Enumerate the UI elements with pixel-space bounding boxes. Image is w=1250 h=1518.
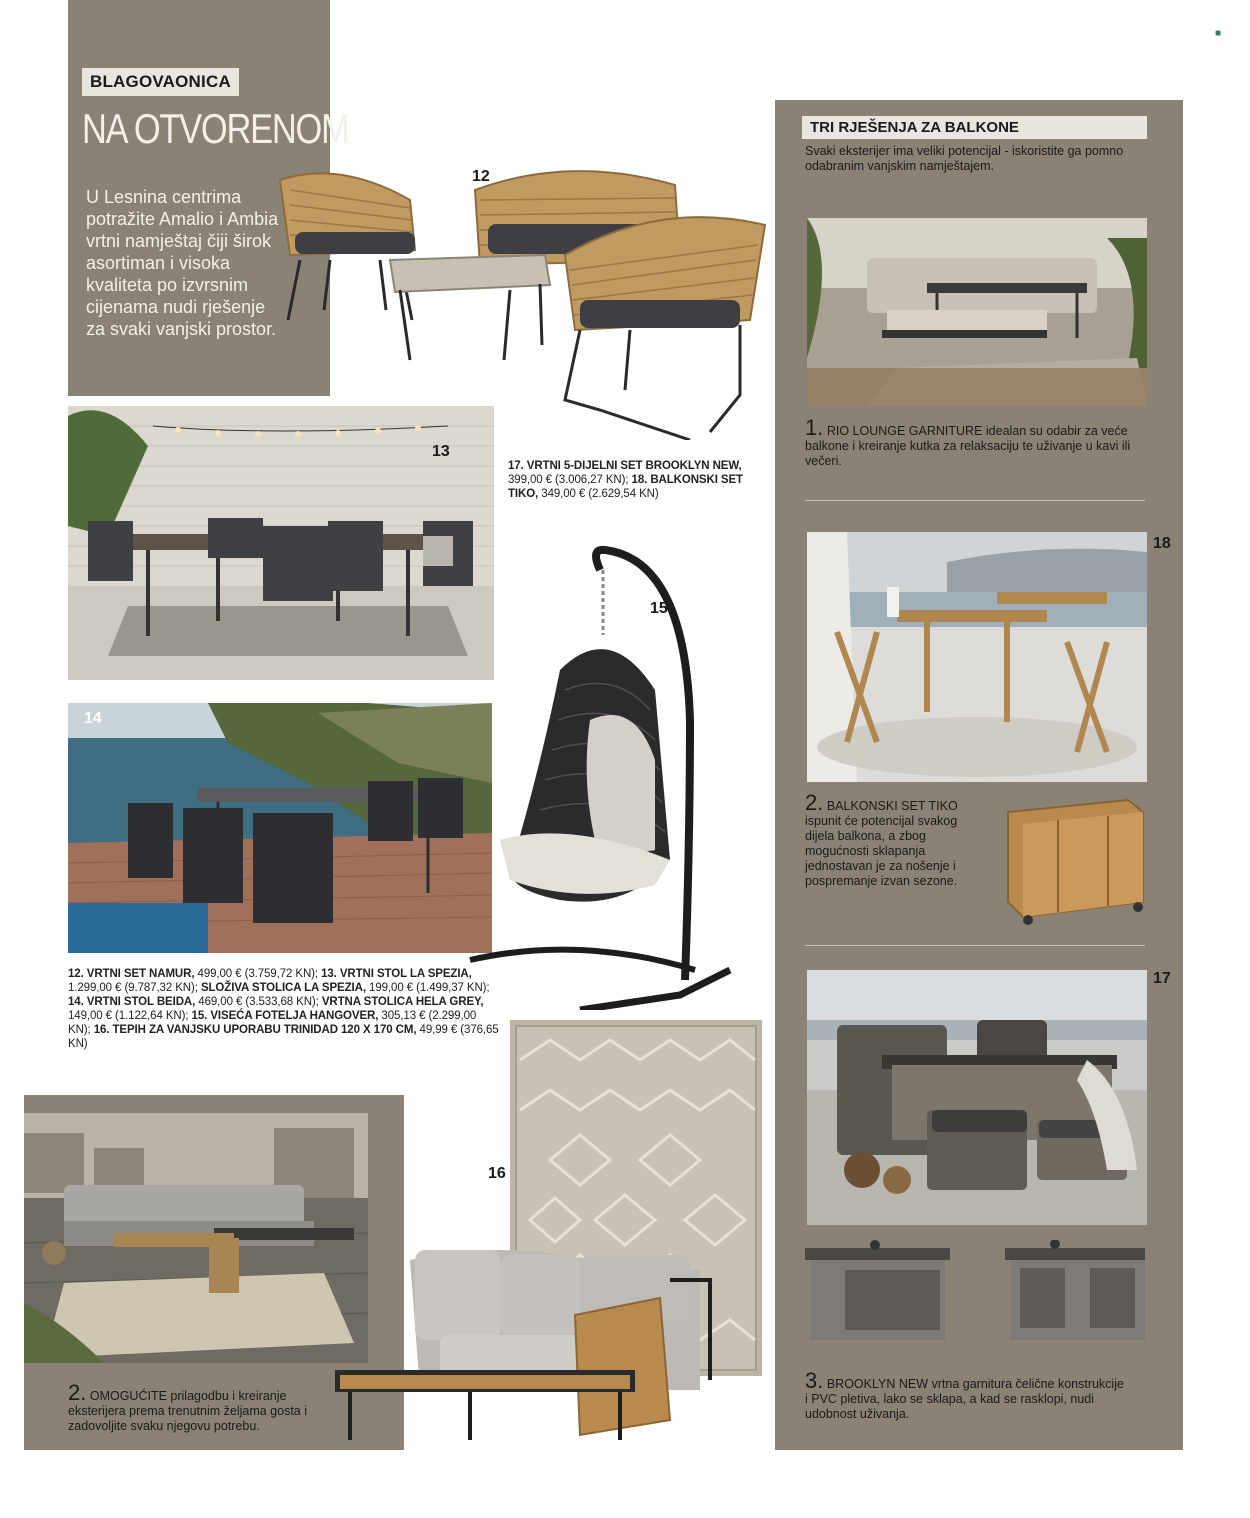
item-number-17: 17 [1153,970,1171,987]
tiko-balcony-photo [807,532,1147,782]
page-title: NA OTVORENOM [82,105,349,152]
caption-15-price: 305,13 € (2.299,00 KN); [68,1010,477,1036]
caption-12-price: 499,00 € (3.759,72 KN); [194,968,318,980]
tiko-folded-table-image [998,792,1148,932]
caption-14-title: 14. VRTNI STOL BEIDA, [68,996,196,1008]
caption-12-title: 12. VRTNI SET NAMUR, [68,968,195,980]
caption-items-12-16 [68,967,500,1051]
rio-lounge-photo [807,218,1147,406]
caption-14b-price: 149,00 € (1.122,64 KN); [68,1010,189,1022]
item-number-15: 15 [650,600,668,617]
balcony-item-1-number: 1. [805,415,824,440]
balcony-item-1-lead: RIO LOUNGE GARNITURE [826,424,983,438]
caption-18-price: 349,00 € (2.629,54 KN) [538,488,659,500]
caption-16-price: 49,99 € (376,65 KN) [68,1024,499,1050]
right-divider-1 [805,500,1145,501]
caption-items-17-18 [508,459,763,501]
balcony-item-1-body: idealan su odabir za veće balkone i kreiranje kutka za relaksaciju te uživanje u kavi ili večeri. [805,424,1131,468]
balcony-item-3 [805,1368,1125,1422]
modular-sofa-image [330,1240,720,1445]
caption-13b-title: SLOŽIVA STOLICA LA SPEZIA, [197,982,366,994]
caption-18-title: 18. BALKONSKI SET TIKO, [508,474,743,500]
balcony-item-2 [805,790,983,889]
item-number-18: 18 [1153,535,1171,552]
right-section-tag: TRI RJEŠENJA ZA BALKONE [802,116,1147,139]
item-number-14: 14 [84,710,102,727]
bottom-left-lead: OMOGUĆITE [89,1389,167,1403]
balcony-item-1 [805,415,1135,469]
balcony-item-2-number: 2. [805,790,824,815]
hangover-hanging-chair-image [440,540,740,1010]
caption-16-title: 16. TEPIH ZA VANJSKU UPORABU TRINIDAD 120 X 170 CM, [90,1024,417,1036]
balcony-item-3-number: 3. [805,1368,824,1393]
brooklyn-new-folded-image [805,1240,1145,1345]
bottom-left-body: prilagodbu i kreiranje eksterijera prema trenutnim željama gosta i zadovoljite svaku njegovu potrebu. [68,1389,307,1433]
caption-13-price: 1.299,00 € (9.787,32 KN); [68,982,198,994]
right-intro: Svaki eksterijer ima veliki potencijal - iskoristite ga pomno odabranim vanjskim namještajem. [805,144,1124,173]
corner-logo-mark: ■ [1215,28,1222,39]
caption-17-title: 17. VRTNI 5-DIJELNI SET BROOKLYN NEW, [508,460,742,472]
caption-13-title: 13. VRTNI STOL LA SPEZIA, [317,968,472,980]
item-number-12: 12 [472,168,490,185]
balcony-item-2-body: ispunit će potencijal svakog dijela balkona, a zbog mogućnosti sklapanja jednostavan je za nošenje i pospremanje izvan sezone. [805,814,958,888]
namur-set-image [270,160,775,440]
caption-17-price: 399,00 € (3.006,27 KN); [508,474,629,486]
brooklyn-new-balcony-photo [807,970,1147,1225]
balcony-item-3-lead: BROOKLYN NEW [826,1377,929,1391]
caption-15-title: 15. VISEĆA FOTELJA HANGOVER, [188,1010,379,1022]
item-number-13: 13 [432,443,450,460]
caption-14-price: 469,00 € (3.533,68 KN); [195,996,319,1008]
bottom-left-number: 2. [68,1380,87,1405]
balcony-item-3-body: vrtna garnitura čelične konstrukcije i PVC pletiva, lako se sklapa, a kad se rasklopi, nudi udobnost uživanja. [805,1377,1124,1421]
caption-14b-title: VRTNA STOLICA HELA GREY, [318,996,484,1008]
bottom-left-text [68,1380,340,1434]
right-divider-2 [805,945,1145,946]
lounge-terrace-photo [24,1113,368,1363]
caption-13b-price: 199,00 € (1.499,37 KN); [365,982,490,994]
balcony-item-2-lead: BALKONSKI SET TIKO [826,799,958,813]
la-spezia-dining-photo [68,406,494,680]
intro-text: U Lesnina centrima potražite Amalio i Ambia vrtni namještaj čiji širok asortiman i visoka kvaliteta po izvrsnim cijenama nudi rješenje za svaki vanjski prostor. [86,187,279,339]
beida-dining-sea-photo [68,703,492,953]
section-tag: BLAGOVAONICA [82,68,239,96]
item-number-16: 16 [488,1165,506,1182]
